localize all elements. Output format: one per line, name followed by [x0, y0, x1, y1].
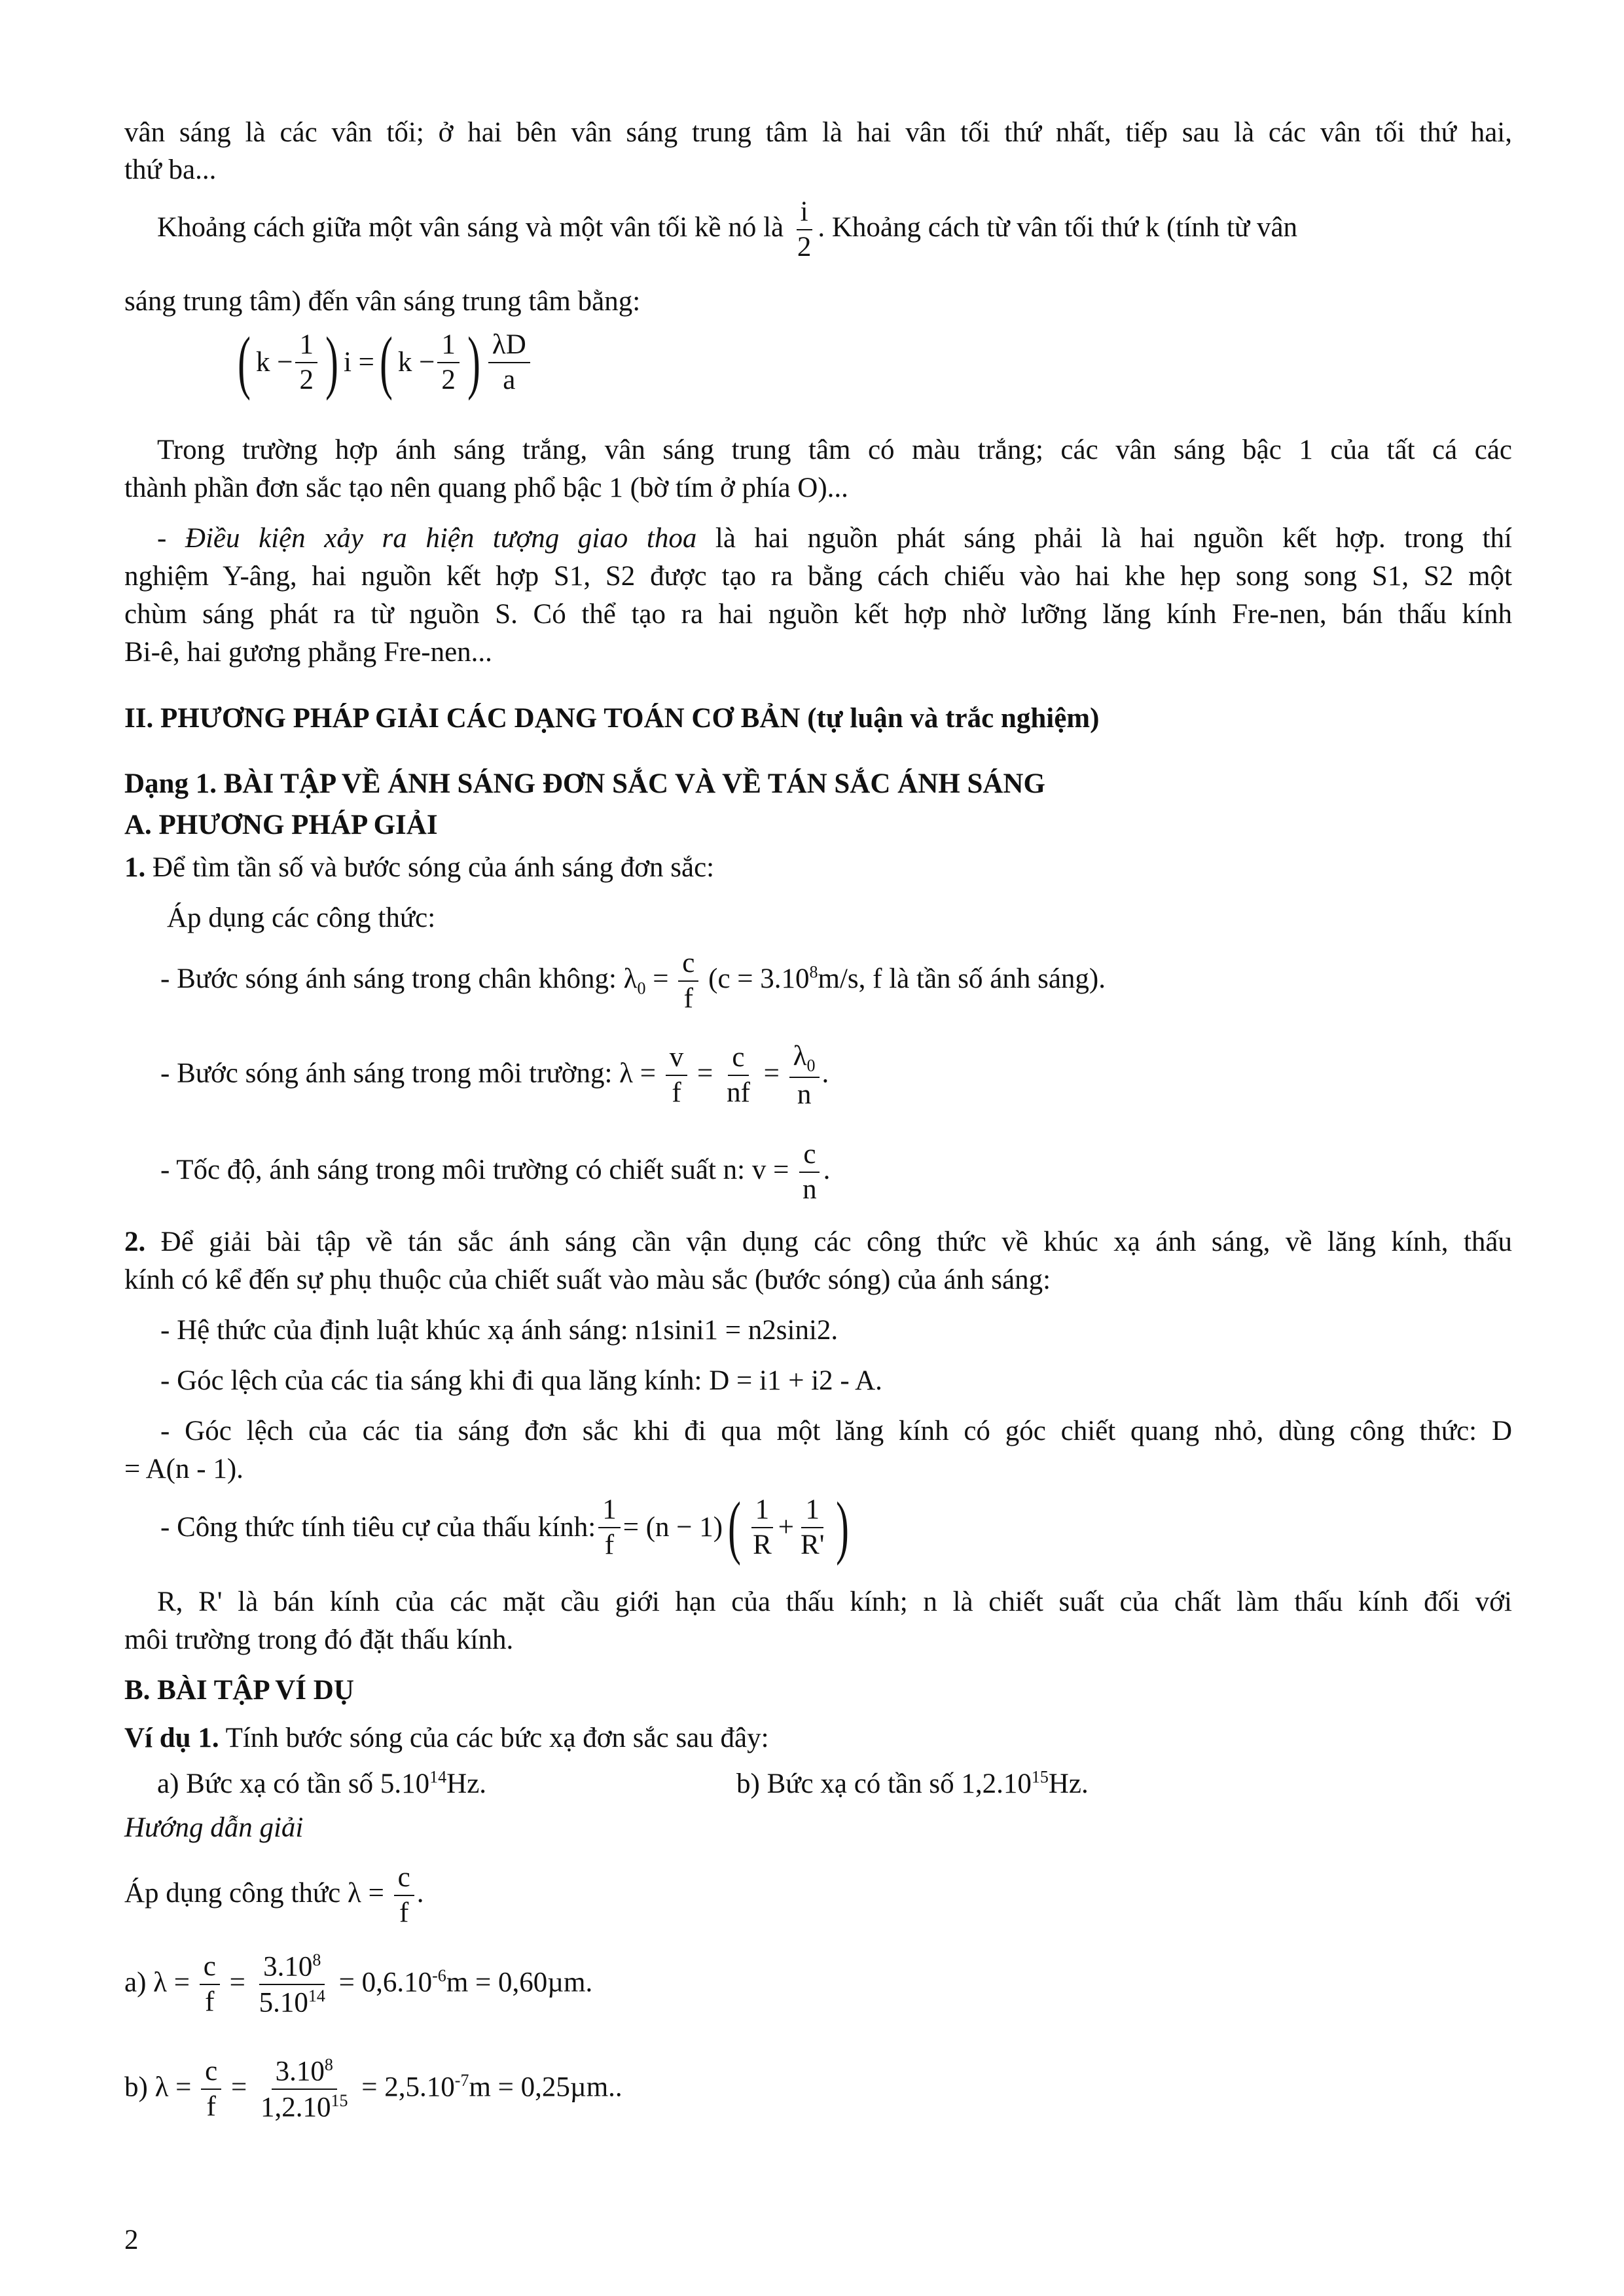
- text-line: kính có kể đến sự phụ thuộc của chiết suất vào màu sắc (bước sóng) của ánh sáng:: [124, 1265, 1051, 1295]
- text-line: - Hệ thức của định luật khúc xạ ánh sáng: n1sini1 = n2sini2.: [160, 1315, 839, 1346]
- solution-heading: Hướng dẫn giải: [124, 1812, 304, 1843]
- text-line: sáng trung tâm) đến vân sáng trung tâm bằng:: [124, 286, 641, 317]
- text-line: chùm sáng phát ra từ nguồn S. Có thể tạo ra hai nguồn kết hợp nhờ lưỡng lăng kính Fre-nen, bán thấu kính: [124, 599, 1512, 630]
- text-line: - Bước sóng ánh sáng trong chân không: $\lambda_0$ = $\frac{c}{f}$ ($c = 3.10^8m/s$, f là tần số ánh sáng).: [160, 948, 1106, 1014]
- topic-heading: Dạng 1. BÀI TẬP VỀ ÁNH SÁNG ĐƠN SẮC VÀ VỀ TÁN SẮC ÁNH SÁNG: [124, 768, 1045, 799]
- text-line: vân sáng là các vân tối; ở hai bên vân sáng trung tâm là hai vân tối thứ nhất, tiếp sau là các vân tối thứ hai,: [124, 117, 1512, 148]
- text-line: - Góc lệch của các tia sáng khi đi qua lăng kính: D = i1 + i2 - A.: [160, 1365, 882, 1396]
- subsection-heading: B. BÀI TẬP VÍ DỤ: [124, 1675, 354, 1706]
- text-line: - Bước sóng ánh sáng trong môi trường: λ = $\frac{v}{f}$ = $\frac{c}{nf}$ = $\frac{\lambda_0}{n}$ .: [160, 1041, 829, 1110]
- text-line: Khoảng cách giữa một vân sáng và một vân tối kề nó là $\frac{i}{2}$ . Khoảng cách từ vân tối thứ k (tính từ vân: [157, 196, 1298, 263]
- text-line: a) Bức xạ có tần số 5.10$^{14}$Hz.: [157, 1767, 487, 1799]
- text-line: thứ ba...: [124, 154, 217, 185]
- lens-formula: - Công thức tính tiêu cự của thấu kính: $\frac{1}{f}$ = (n − 1) ( $\frac{1}{R}$ + $\frac{1}{R'}$ ): [160, 1488, 850, 1566]
- text-line: - Điều kiện xảy ra hiện tượng giao thoa là hai nguồn phát sáng phải là hai nguồn kết hợp. trong thí: [157, 523, 1512, 554]
- subsection-heading: A. PHƯƠNG PHÁP GIẢI: [124, 810, 438, 840]
- solution-a: a) λ = $\frac{c}{f}$ = $\frac{3.10^8}{5.10^{14}}$ = $0,6.10^{-6}m = 0,60\mu m$.: [124, 1950, 593, 2018]
- text-line: Bi-ê, hai gương phẳng Fre-nen...: [124, 637, 492, 668]
- text-line: R, R' là bán kính của các mặt cầu giới hạn của thấu kính; n là chiết suất của chất làm thấu kính đối với: [157, 1587, 1512, 1617]
- fraction-i-over-2: $\frac{i}{2}$: [797, 196, 812, 263]
- text-line: nghiệm Y-âng, hai nguồn kết hợp S1, S2 được tạo ra bằng cách chiếu vào hai khe hẹp song song S1, S2 một: [124, 561, 1512, 592]
- text-line: - Tốc độ, ánh sáng trong môi trường có chiết suất n: v = $\frac{c}{n}$ .: [160, 1139, 831, 1206]
- solution-b: b) λ = $\frac{c}{f}$ = $\frac{3.10^8}{1,2.10^{15}}$ = $2,5.10^{-7}m = 0,25\mu m$..: [124, 2055, 623, 2123]
- text-line: Áp dụng các công thức:: [167, 903, 436, 933]
- dark-fringe-formula: ( k − $\frac{1}{2}$ ) i = ( k − $\frac{1}{2}$ ) $\frac{\lambda D}{a}$: [232, 327, 1620, 398]
- text-line: Ví dụ 1. Tính bước sóng của các bức xạ đơn sắc sau đây:: [124, 1723, 769, 1753]
- section-heading: II. PHƯƠNG PHÁP GIẢI CÁC DẠNG TOÁN CƠ BẢN (tự luận và trắc nghiệm): [124, 703, 1100, 734]
- text-line: Trong trường hợp ánh sáng trắng, vân sáng trung tâm có màu trắng; các vân sáng bậc 1 của tất cá các: [157, 435, 1512, 465]
- text-line: 1. Để tìm tần số và bước sóng của ánh sáng đơn sắc:: [124, 852, 715, 883]
- text-line: = A(n - 1).: [124, 1454, 244, 1484]
- page-number: 2: [124, 2225, 139, 2255]
- text-line: Áp dụng công thức λ = $\frac{c}{f}$ .: [124, 1862, 424, 1929]
- text-line: b) Bức xạ có tần số 1,2.10$^{15}$Hz.: [736, 1767, 1089, 1799]
- text-line: 2. Để giải bài tập về tán sắc ánh sáng cần vận dụng các công thức về khúc xạ ánh sáng, về lăng kính, thấu: [124, 1227, 1512, 1257]
- text-line: thành phần đơn sắc tạo nên quang phổ bậc 1 (bờ tím ở phía O)...: [124, 473, 848, 503]
- text-line: - Góc lệch của các tia sáng đơn sắc khi đi qua một lăng kính có góc chiết quang nhỏ, dùng công thức: D: [160, 1416, 1512, 1446]
- text-line: môi trường trong đó đặt thấu kính.: [124, 1624, 514, 1655]
